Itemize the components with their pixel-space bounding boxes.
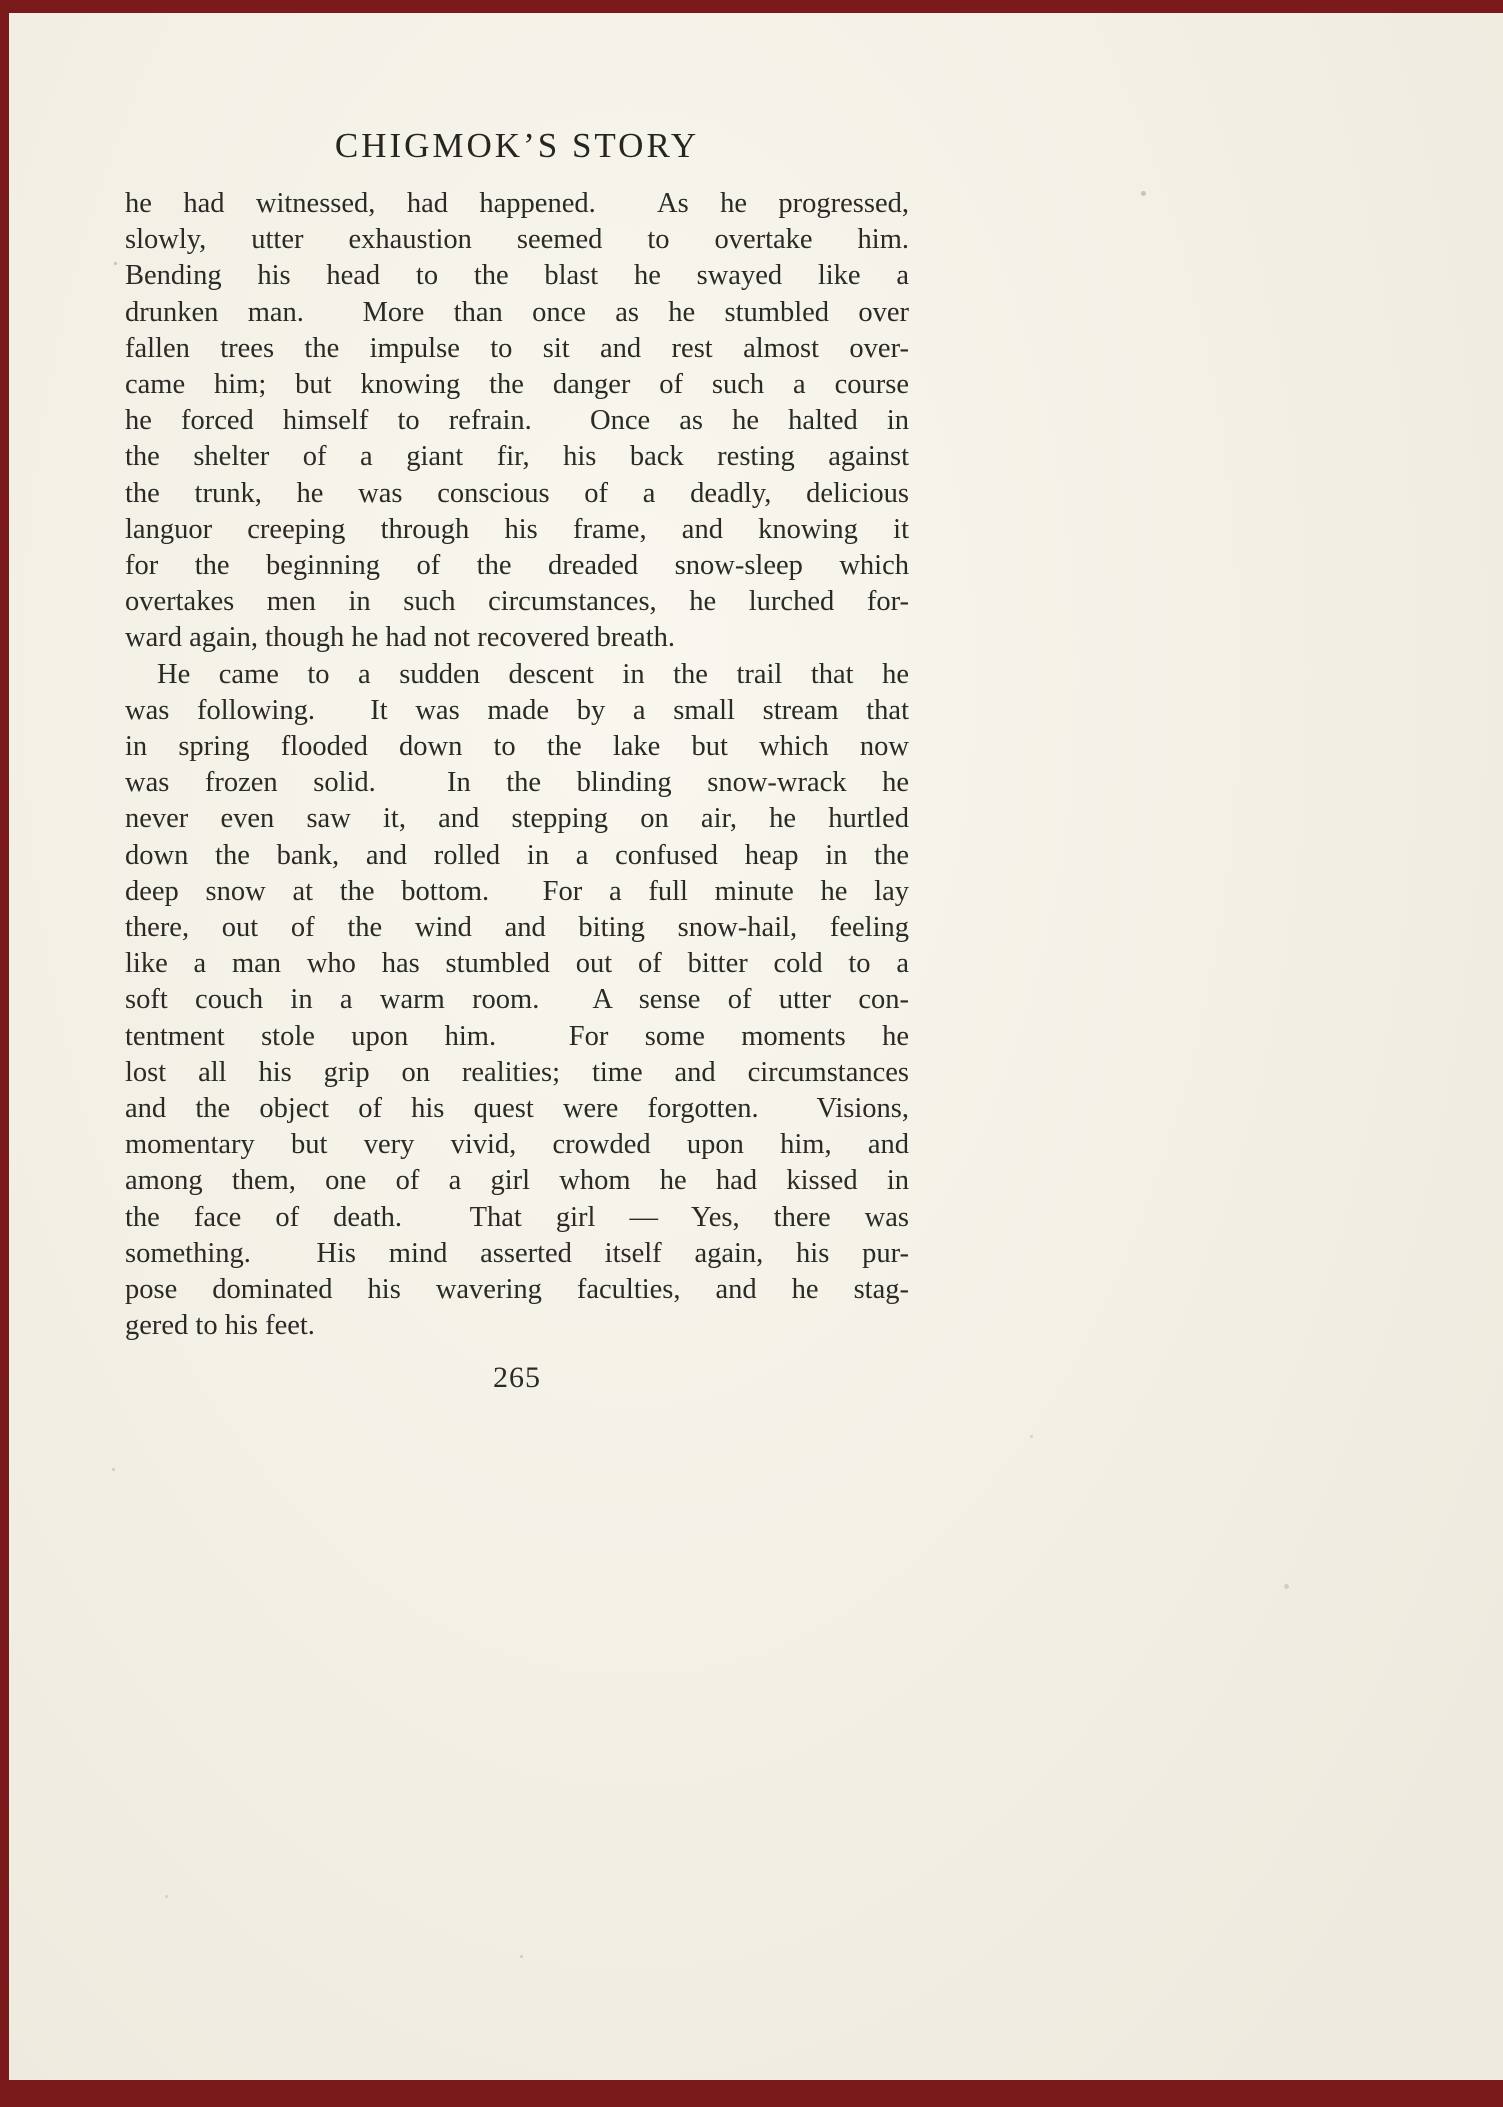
text-line: momentary but very vivid, crowded upon him, and: [125, 1129, 909, 1161]
page-title: CHIGMOK’S STORY: [334, 126, 700, 165]
text-line: ward again, though he had not recovered breath.: [125, 622, 675, 654]
text-line: overtakes men in such circumstances, he lurched for-: [125, 586, 909, 618]
text-line: came him; but knowing the danger of such a course: [125, 369, 909, 401]
page-content: [125, 126, 909, 1395]
text-line: for the beginning of the dreaded snow-sleep which: [125, 550, 909, 582]
scan-specks: [0, 0, 3, 3]
text-line: tentment stole upon him. For some moments he: [125, 1020, 909, 1052]
text-line: the face of death. That girl — Yes, there was: [125, 1201, 909, 1233]
binding-edge-top: [0, 0, 1503, 13]
text-line: He came to a sudden descent in the trail that he: [157, 658, 909, 690]
text-line: fallen trees the impulse to sit and rest almost over-: [125, 332, 909, 364]
text-line: something. His mind asserted itself again, his pur-: [125, 1237, 909, 1269]
text-line: and the object of his quest were forgotten. Visions,: [125, 1093, 909, 1125]
body-text: [125, 186, 909, 1345]
page-number: 265: [493, 1360, 541, 1394]
text-line: never even saw it, and stepping on air, he hurtled: [125, 803, 909, 835]
text-line: among them, one of a girl whom he had kissed in: [125, 1165, 909, 1197]
text-line: was following. It was made by a small stream that: [125, 694, 909, 726]
text-line: slowly, utter exhaustion seemed to overtake him.: [125, 224, 909, 256]
binding-edge-left: [0, 0, 9, 2107]
text-line: he forced himself to refrain. Once as he halted in: [125, 405, 909, 437]
text-line: soft couch in a warm room. A sense of utter con-: [125, 984, 909, 1016]
text-line: Bending his head to the blast he swayed like a: [125, 260, 909, 292]
text-line: down the bank, and rolled in a confused heap in the: [125, 839, 909, 871]
text-line: deep snow at the bottom. For a full minute he lay: [125, 875, 909, 907]
text-line: was frozen solid. In the blinding snow-wrack he: [125, 767, 909, 799]
text-line: in spring flooded down to the lake but which now: [125, 731, 909, 763]
text-line: gered to his feet.: [125, 1310, 315, 1342]
text-line: the trunk, he was conscious of a deadly, delicious: [125, 477, 909, 509]
text-line: there, out of the wind and biting snow-hail, feeling: [125, 912, 909, 944]
text-line: languor creeping through his frame, and knowing it: [125, 513, 909, 545]
text-line: like a man who has stumbled out of bitter cold to a: [125, 948, 909, 980]
text-line: the shelter of a giant fir, his back resting against: [125, 441, 909, 473]
text-line: drunken man. More than once as he stumbled over: [125, 296, 909, 328]
text-line: he had witnessed, had happened. As he progressed,: [125, 188, 909, 219]
text-line: lost all his grip on realities; time and circumstances: [125, 1056, 909, 1088]
binding-edge-bottom: [0, 2080, 1503, 2107]
text-line: pose dominated his wavering faculties, and he stag-: [125, 1274, 909, 1306]
